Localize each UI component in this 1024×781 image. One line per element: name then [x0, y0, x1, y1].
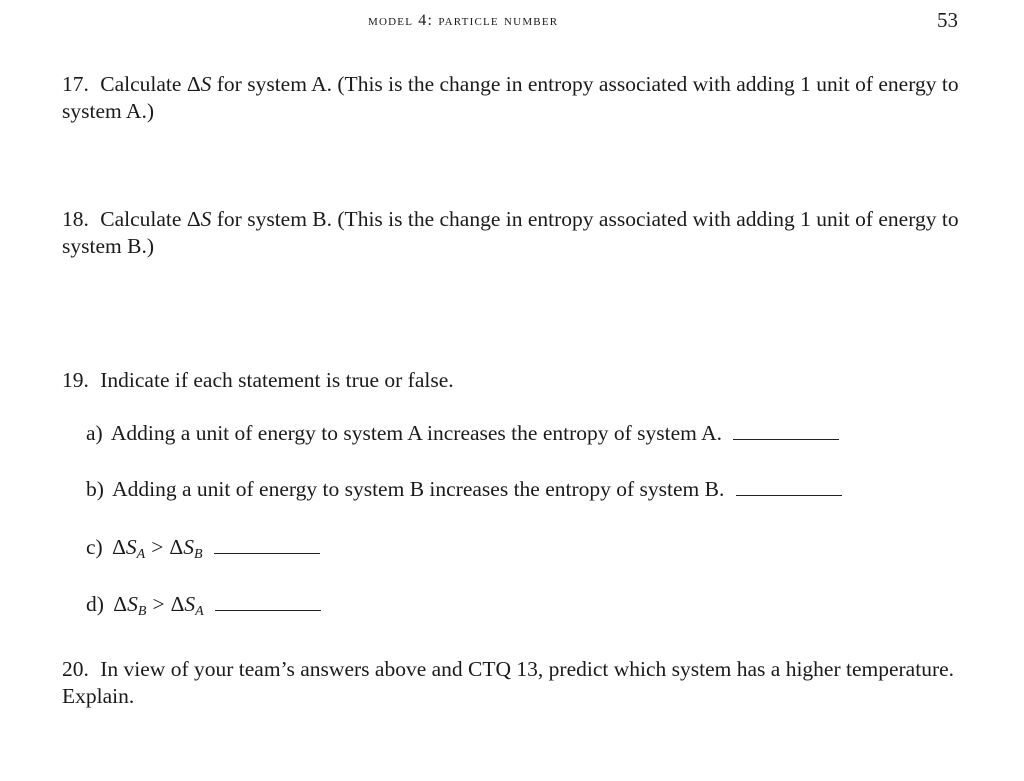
question-number: 18. — [62, 207, 89, 231]
question-text: In view of your team’s answers above and CTQ 13, predict which system has a higher temperature. Explain. — [62, 657, 955, 708]
statement-text: Adding a unit of energy to system A increases the entropy of system A. — [110, 421, 722, 445]
answer-blank[interactable] — [214, 552, 320, 554]
page-number: 53 — [937, 8, 958, 32]
delta-s-symbol — [187, 207, 212, 231]
statement-label: d) — [86, 592, 104, 616]
answer-blank[interactable] — [733, 438, 839, 440]
delta-glyph: Δ — [186, 207, 201, 231]
statement-label: b) — [86, 477, 104, 501]
entropy-variable: S — [127, 592, 138, 616]
system-subscript: B — [137, 604, 147, 619]
system-subscript: A — [136, 547, 146, 562]
system-subscript: B — [193, 547, 203, 562]
question-text: Indicate if each statement is true or false. — [100, 368, 454, 392]
question-18 — [62, 206, 962, 260]
delta-s-symbol — [187, 72, 212, 96]
entropy-variable: S — [184, 592, 196, 616]
question-20 — [62, 656, 962, 710]
question-17 — [62, 71, 962, 125]
entropy-variable: S — [183, 535, 194, 559]
statement-c — [86, 534, 320, 561]
greater-than-operator: > — [151, 535, 164, 559]
delta-glyph: Δ — [113, 592, 128, 616]
statement-b — [86, 476, 842, 503]
entropy-variable: S — [200, 72, 212, 96]
question-19 — [62, 367, 962, 394]
question-number: 17. — [62, 72, 89, 96]
delta-glyph: Δ — [186, 72, 201, 96]
statement-label: a) — [86, 421, 103, 445]
statement-d — [86, 591, 321, 618]
question-text-end: for system B. (This is the change in entropy associated with adding 1 unit of energy to system B.) — [62, 207, 959, 258]
inequality — [113, 592, 204, 619]
chapter-title: model 4: particle number — [368, 12, 559, 29]
delta-glyph: Δ — [112, 535, 126, 559]
answer-blank[interactable] — [215, 609, 321, 611]
statement-text: Adding a unit of energy to system B increases the entropy of system B. — [112, 477, 725, 501]
question-text-start: Calculate — [100, 207, 187, 231]
delta-glyph: Δ — [169, 535, 184, 559]
running-head — [0, 8, 1024, 32]
statement-label: c) — [86, 535, 103, 559]
greater-than-operator: > — [152, 592, 165, 616]
answer-blank[interactable] — [736, 494, 842, 496]
statement-a — [86, 420, 839, 447]
entropy-variable: S — [200, 207, 212, 231]
question-number: 19. — [62, 368, 89, 392]
question-text-start: Calculate — [100, 72, 187, 96]
delta-glyph: Δ — [170, 592, 185, 616]
question-number: 20. — [62, 657, 89, 681]
question-text-end: for system A. (This is the change in entropy associated with adding 1 unit of energy to system A.) — [62, 72, 959, 123]
system-subscript: A — [195, 604, 204, 619]
inequality — [112, 535, 203, 562]
entropy-variable: S — [125, 535, 137, 559]
